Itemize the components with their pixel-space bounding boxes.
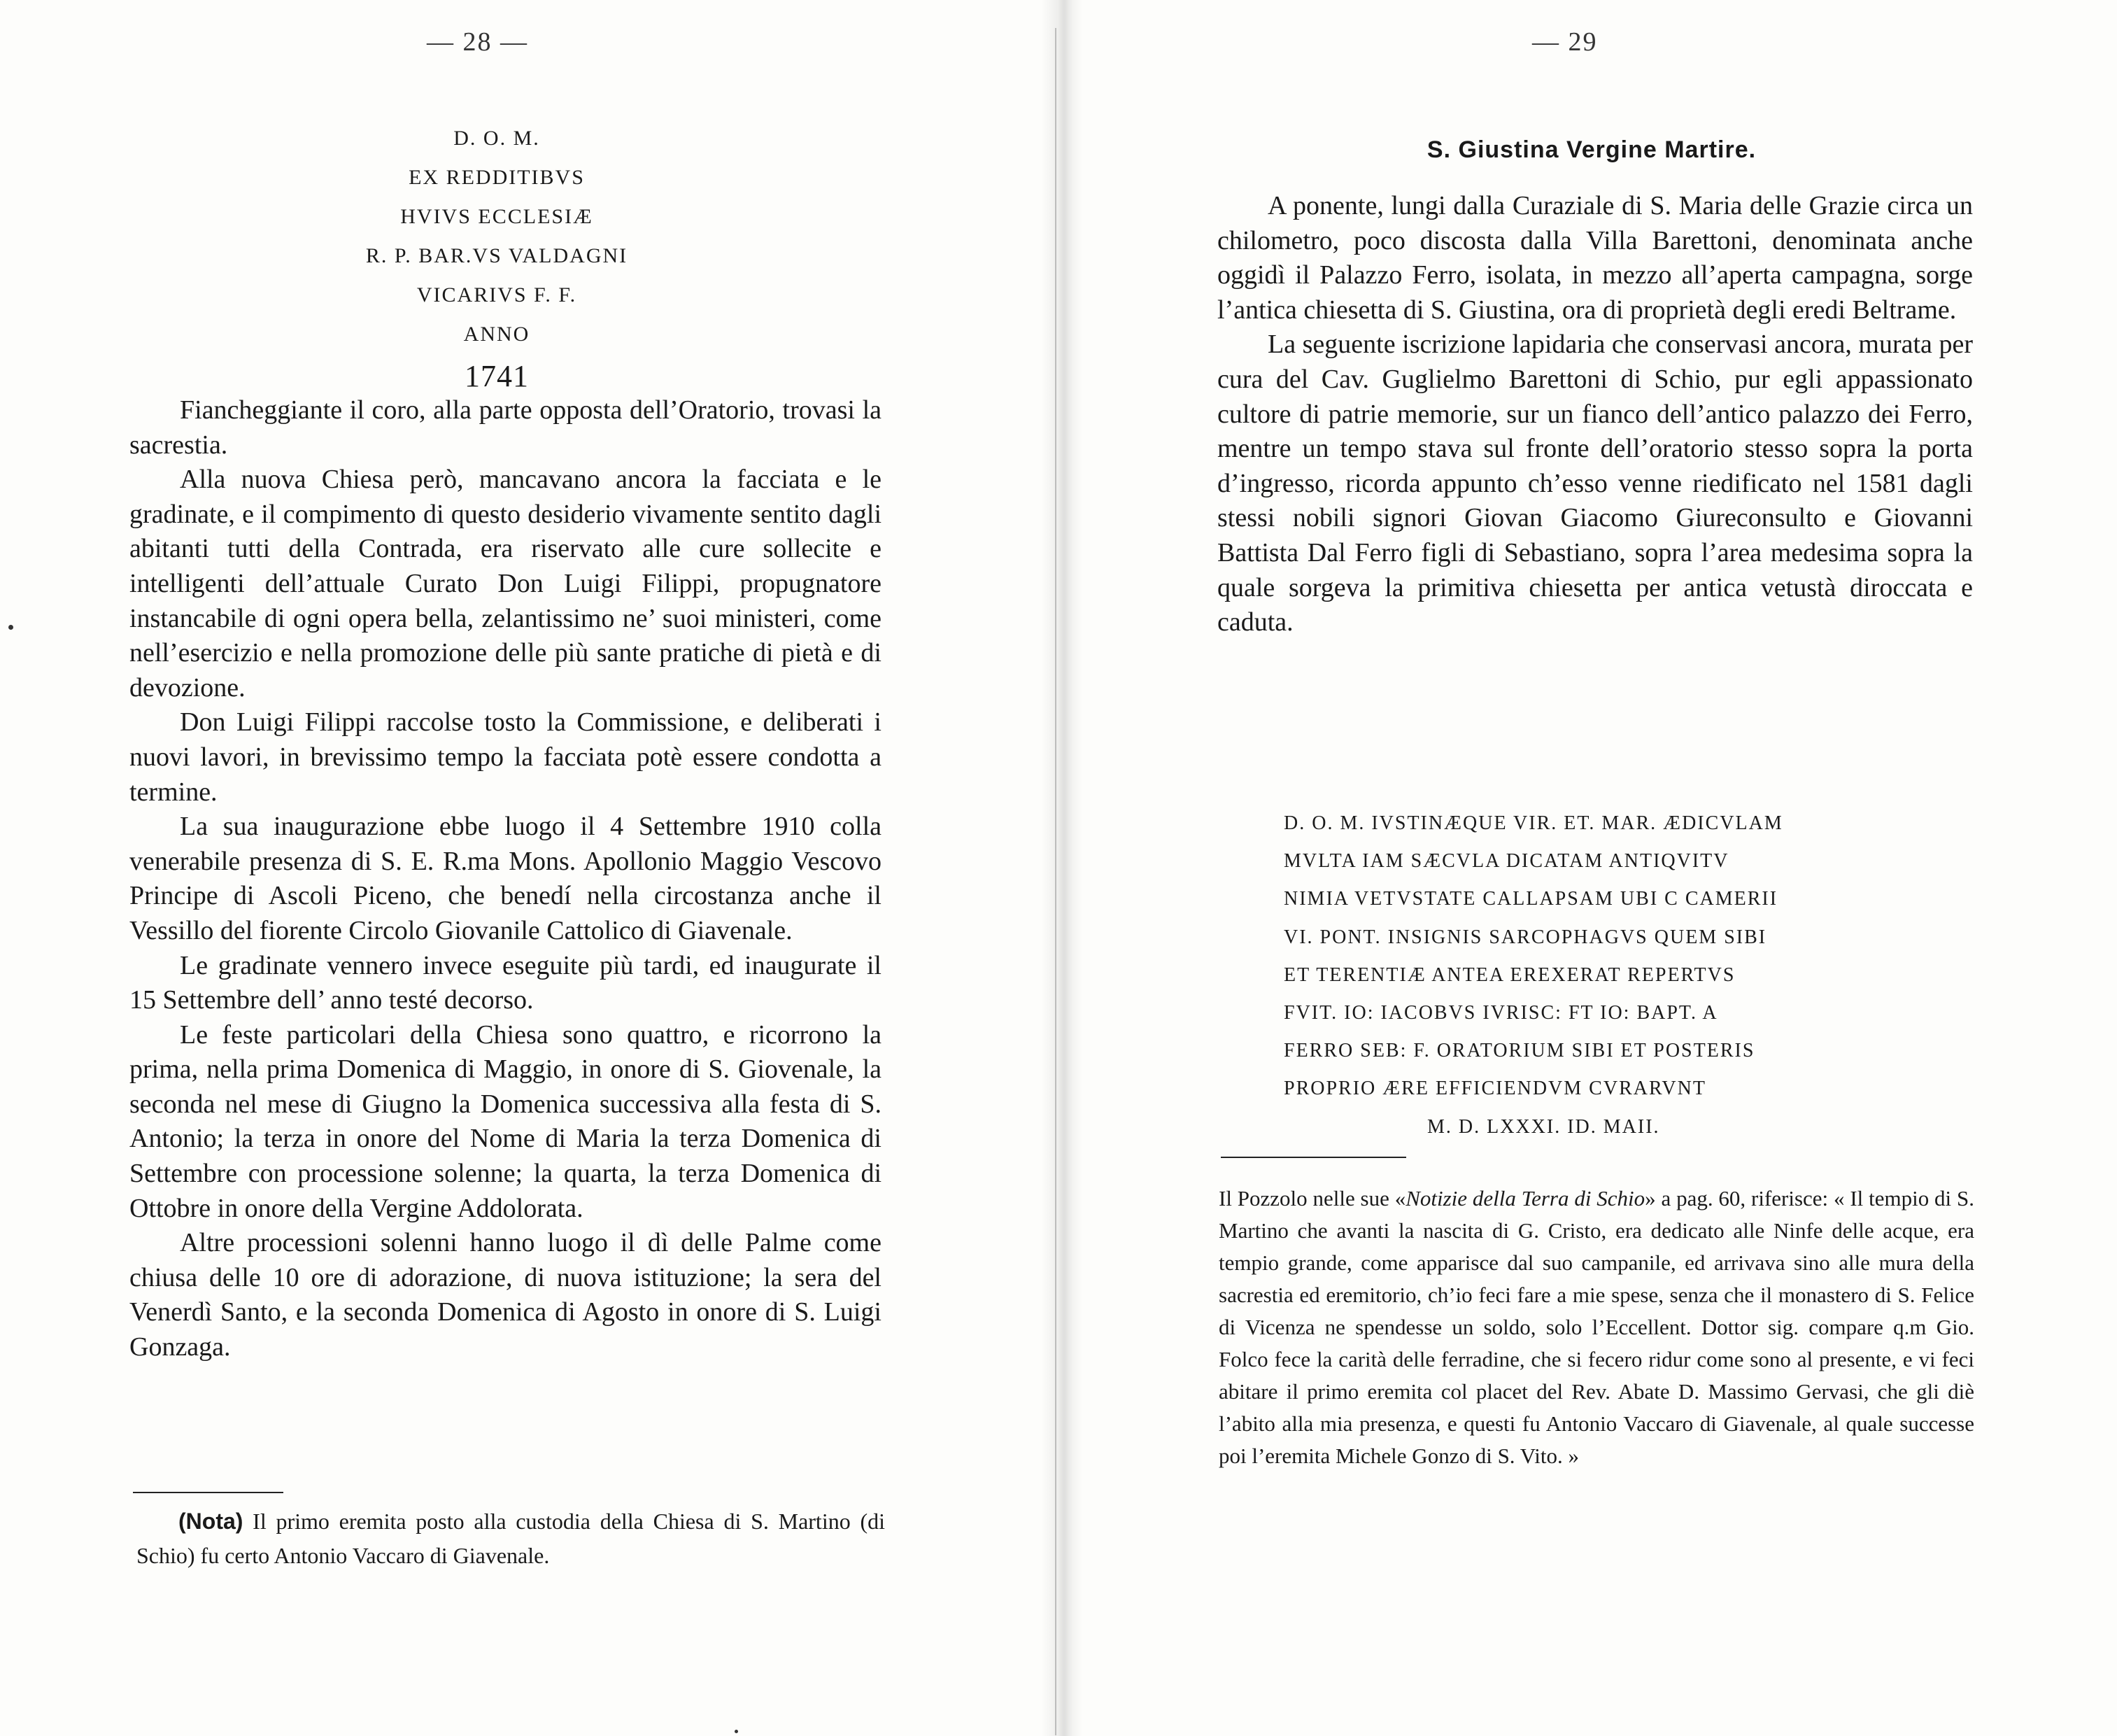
lapidary-line: FERRO SEB: F. ORATORIUM SIBI ET POSTERIS — [1284, 1040, 1755, 1062]
left-body-text — [129, 393, 882, 1365]
section-heading: S. Giustina Vergine Martire. — [1426, 136, 1757, 163]
paragraph: Alla nuova Chiesa però, mancavano ancora la facciata e le gradinate, e il compimento di questo desiderio vivamente sentito dagli abitanti tutti della Contrada, era riservato alle cure sollecite e intelligenti dell’attuale Curato Don Luigi Filippi, propugnatore instancabile di ogni opera bella, zelantissimo ne’ suoi ministeri, come nell’esercizio e nella promozione delle più sante pratiche di pietà e di devozione. — [129, 465, 882, 703]
footnote-pre: Il Pozzolo nelle sue « — [1219, 1186, 1406, 1211]
footnote-rule-left — [133, 1492, 283, 1493]
scan-speck — [8, 625, 13, 630]
lapidary-line: ET TERENTIÆ ANTEA EREXERAT REPERTVS — [1284, 964, 1736, 986]
paragraph: La seguente iscrizione lapidaria che conservasi ancora, murata per cura del Cav. Guglielmo Barettoni di Schio, pur egli appassionato cultore di patrie memorie, sur un fianco dell’antico palazzo dei Ferro, mentre un tempo stava sul fronte dell’oratorio stesso sopra la porta d’ingresso, ricorda appunto ch’esso venne riedificato nel 1581 dagli stessi nobili signori Giovan Giacomo Giureconsulto e Giovanni Battista Dal Ferro figli di Sebastiano, sopra l’area medesima sopra la quale sorgeva la primitiva chiesetta per antica vetustà diroccata e caduta. — [1217, 330, 1973, 637]
inscription-line: VICARIVS F. F. — [416, 283, 577, 306]
inscription-line: D. O. M. — [453, 127, 540, 150]
lapidary-line: NIMIA VETVSTATE CALLAPSAM UBI C CAMERII — [1284, 888, 1778, 910]
paragraph: Don Luigi Filippi raccolse tosto la Commissione, e deliberati i nuovi lavori, in brevissimo tempo la facciata potè essere condotta a termine. — [129, 707, 882, 807]
footnote-cited-title: Notizie della Terra di Schio — [1406, 1186, 1645, 1211]
inscription-line: EX REDDITIBVS — [409, 166, 585, 189]
footnote-text: Il primo eremita posto alla custodia della Chiesa di S. Martino (di Schio) fu certo Antonio Vaccaro di Giavenale. — [136, 1509, 885, 1568]
lapidary-line: PROPRIO ÆRE EFFICIENDVM CVRARVNT — [1284, 1078, 1706, 1100]
paragraph: La sua inaugurazione ebbe luogo il 4 Settembre 1910 colla venerabile presenza di S. E. R.ma Mons. Apollonio Maggio Vescovo Principe di Ascoli Piceno, che benedí nella circostanza anche il Vessillo del fiorente Circolo Giovanile Cattolico di Giavenale. — [129, 812, 882, 945]
footnote-left — [136, 1504, 885, 1573]
lapidary-inscription — [1284, 805, 1983, 1146]
lapidary-date-line: M. D. LXXXI. ID. MAII. — [1427, 1115, 1660, 1138]
lapidary-line: D. O. M. IVSTINÆQUE VIR. ET. MAR. ÆDICVLAM — [1284, 812, 1783, 834]
paragraph: A ponente, lungi dalla Curaziale di S. Maria delle Grazie circa un chilometro, poco discosta dalla Villa Barettoni, denominata anche oggidì il Palazzo Ferro, isolata, in mezzo all’aperta campagna, sorge l’antica chiesetta di S. Giustina, ora di proprietà degli eredi Beltrame. — [1217, 191, 1973, 325]
footnote-tag: (Nota) — [178, 1509, 243, 1534]
left-page — [0, 0, 1049, 1736]
footnote-body: » a pag. 60, riferisce: « Il tempio di S. Martino che avanti la nascita di G. Cristo, era dedicato alle Ninfe delle acque, era tempio grande, come apparisce dal suo campanile, ed arrivava sino alle mura della sacrestia ed eremitorio, ch’io feci fare a mie spese, senza che il monastero di S. Felice di Vicenza ne spendesse un soldo, solo l’Eccellent. Dottor sig. compare q.m Gio. Folco fece la carità delle ferradine, che si fecero ridur come sono al presente, e vi feci abitare il primo eremita col placet del Rev. Abate D. Massimo Gervasi, che gli diè l’abito alla mia presenza, e questi fu Antonio Vaccaro di Giavenale, al quale successe poi l’eremita Michele Gonzo di S. Vito. » — [1219, 1186, 1974, 1468]
dedication-inscription — [231, 119, 763, 399]
lapidary-line: MVLTA IAM SÆCVLA DICATAM ANTIQVITV — [1284, 850, 1729, 873]
inscription-line: R. P. BAR.VS VALDAGNI — [365, 244, 628, 267]
inscription-line: ANNO — [463, 323, 530, 346]
footnote-rule-right — [1221, 1157, 1406, 1158]
paragraph: Le gradinate vennero invece eseguite più tardi, ed inaugurate il 15 Settembre dell’ anno testé decorso. — [129, 950, 882, 1015]
scan-speck — [735, 1730, 738, 1733]
paragraph: Altre processioni solenni hanno luogo il dì delle Palme come chiusa delle 10 ore di adorazione, di nuova istituzione; la sera del Venerdì Santo, e la seconda Domenica di Agosto in onore di S. Luigi Gonzaga. — [129, 1228, 882, 1362]
page-number-right: — 29 — [1532, 27, 1598, 57]
footnote-right — [1219, 1183, 1974, 1472]
page-number-left: — 28 — — [427, 27, 528, 57]
book-gutter-line — [1055, 28, 1056, 1735]
lapidary-line: VI. PONT. INSIGNIS SARCOPHAGVS QUEM SIBI — [1284, 926, 1767, 948]
right-body-text — [1217, 189, 1973, 640]
inscription-year: 1741 — [465, 359, 529, 393]
inscription-line: HVIVS ECCLESIÆ — [400, 205, 593, 228]
lapidary-line: FVIT. IO: IACOBVS IVRISC: FT IO: BAPT. A — [1284, 1002, 1718, 1024]
paragraph: Fiancheggiante il coro, alla parte opposta dell’Oratorio, trovasi la sacrestia. — [129, 395, 882, 460]
paragraph: Le feste particolari della Chiesa sono quattro, e ricorrono la prima, nella prima Domenica di Maggio, in onore di S. Giovenale, la seconda nel mese di Giugno la Domenica successiva alla festa di S. Antonio; la terza in onore del Nome di Maria la terza Domenica di Settembre con processione solenne; la quarta, la terza Domenica di Ottobre in onore della Vergine Addolorata. — [129, 1019, 882, 1223]
